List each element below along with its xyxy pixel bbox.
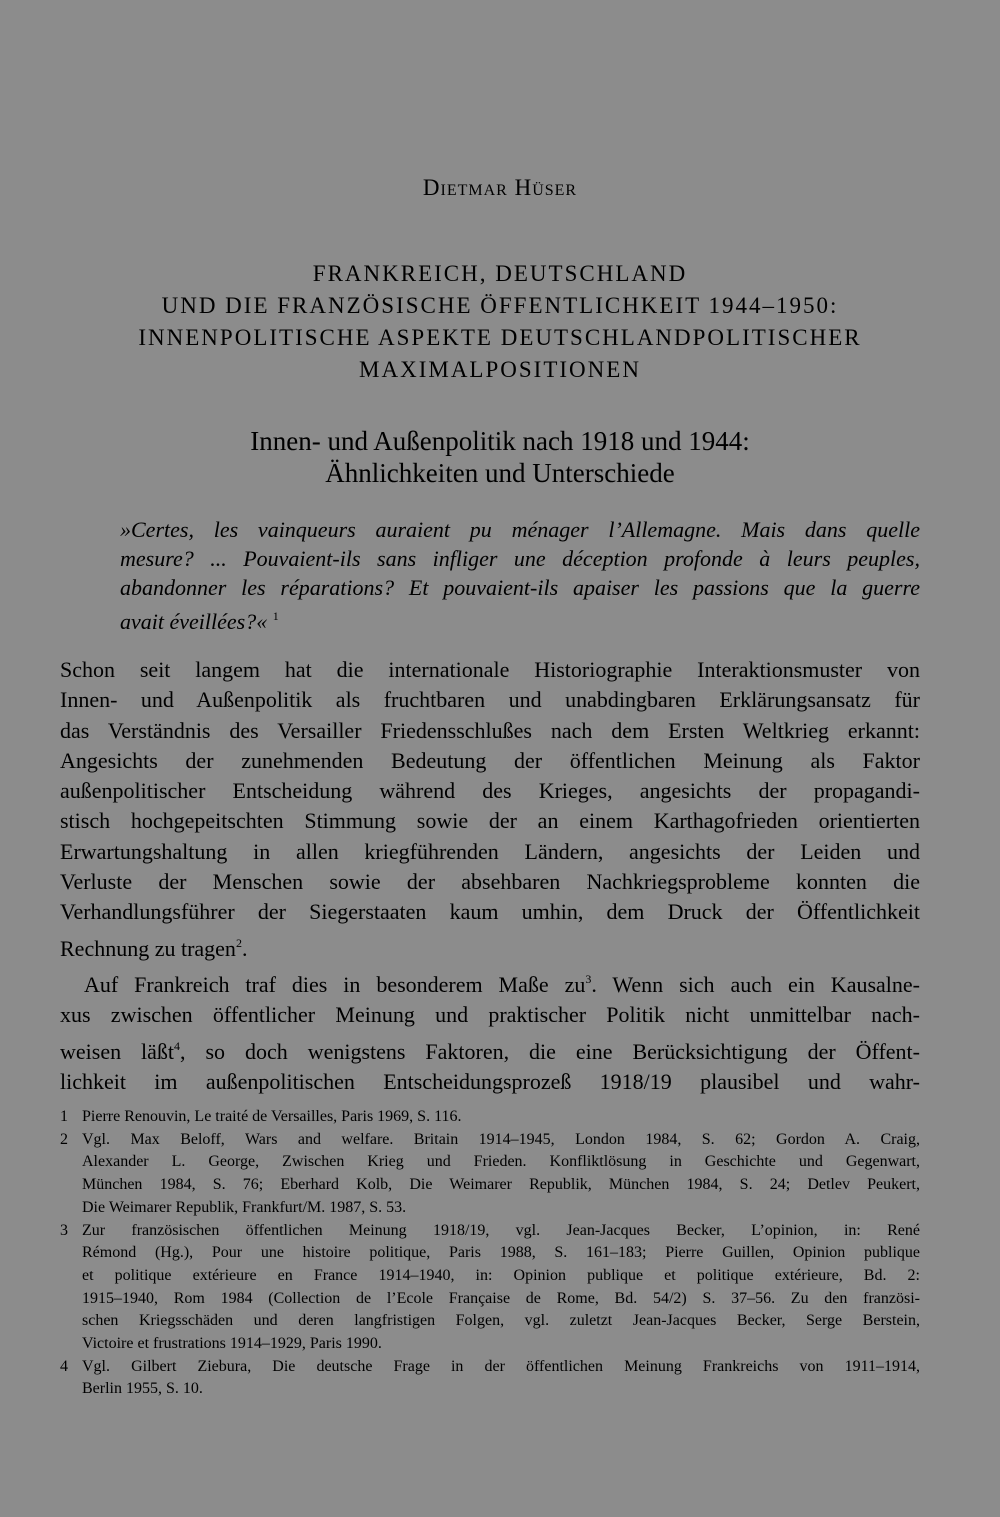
body-line-text: weisen läßt	[60, 1038, 175, 1064]
footnote-line: 1915–1940, Rom 1984 (Collection de l’Ecole Française de Rome, Bd. 54/2) S. 37–56. Zu den französi-	[82, 1289, 920, 1307]
footnote-line: Vgl. Gilbert Ziebura, Die deutsche Frage in der öffentlichen Meinung Frankreichs von 1911–1914,	[82, 1357, 920, 1375]
body-line-text: , so doch wenigstens Faktoren, die eine Berücksichtigung der Öffent-	[180, 1038, 920, 1064]
body-line: Schon seit langem hat die internationale Historiographie Interaktionsmuster von	[60, 657, 920, 682]
footnote	[60, 1129, 920, 1220]
body-line: außenpolitischer Entscheidung während des Krieges, angesichts der propagandi-	[60, 778, 920, 804]
title-line: MAXIMALPOSITIONEN	[359, 357, 641, 382]
footnote-line: Zur französischen öffentlichen Meinung 1918/19, vgl. Jean-Jacques Becker, L’opinion, in: René	[82, 1221, 920, 1239]
footnote	[60, 1220, 920, 1356]
footnote	[60, 1106, 920, 1129]
section-heading	[100, 425, 900, 489]
body-line: lichkeit im außenpolitischen Entscheidungsprozeß 1918/19 plausibel und wahr-	[60, 1068, 920, 1094]
article-title	[40, 258, 960, 386]
footnote-line: Berlin 1955, S. 10.	[82, 1380, 203, 1398]
body-line: Angesichts der zunehmenden Bedeutung der öffentlichen Meinung als Faktor	[60, 747, 920, 773]
body-line	[60, 1031, 920, 1067]
epigraph-line: abandonner les réparations? Et pouvaient-ils apaiser les passions que la guerre	[120, 575, 920, 600]
footnote-number: 1	[60, 1108, 68, 1125]
footnote-line: Rémond (Hg.), Pour une histoire politique, Paris 1988, S. 161–183; Pierre Guillen, Opinion publique	[82, 1244, 920, 1262]
footnote-number: 2	[60, 1130, 68, 1148]
epigraph-line: mesure? ... Pouvaient-ils sans infliger une déception profonde à leurs peuples,	[120, 546, 920, 571]
footnote-line: München 1984, S. 76; Eberhard Kolb, Die Weimarer Republik, München 1984, S. 24; Detlev Peukert,	[82, 1176, 920, 1194]
footnote-ref: 1	[272, 609, 279, 623]
body-line: Verluste der Menschen sowie der absehbaren Nachkriegsprobleme konnten die	[60, 869, 920, 895]
body-line-text: .	[241, 935, 248, 961]
footnote-ref: 2	[235, 935, 242, 950]
epigraph-line: »Certes, les vainqueurs auraient pu ménager l’Allemagne. Mais dans quelle	[120, 517, 920, 542]
body-line-text: Rechnung zu tragen	[60, 935, 236, 961]
body-line-text: . Wenn sich auch ein Kausalne-	[591, 971, 920, 997]
footnote-line: Die Weimarer Republik, Frankfurt/M. 1987, S. 53.	[82, 1198, 407, 1216]
footnote	[60, 1356, 920, 1401]
section-heading-line: Ähnlichkeiten und Unterschiede	[325, 458, 675, 488]
footnote-ref: 3	[585, 971, 592, 986]
epigraph-quote	[120, 515, 920, 636]
author-name: Dietmar Hüser	[422, 175, 578, 200]
footnote-number: 3	[60, 1221, 68, 1239]
footnotes	[60, 1106, 920, 1401]
title-line: FRANKREICH, DEUTSCHLAND	[312, 261, 688, 286]
title-line: UND DIE FRANZÖSISCHE ÖFFENTLICHKEIT 1944–1950:	[161, 293, 839, 318]
footnote-ref: 4	[174, 1038, 181, 1053]
footnote-line: schen Kriegsschäden und deren langfristigen Folgen, vgl. zuletzt Jean-Jacques Becker, Serge Berstein,	[82, 1312, 920, 1330]
footnote-line: Victoire et frustrations 1914–1929, Paris 1990.	[82, 1335, 382, 1353]
footnote-line: Pierre Renouvin, Le traité de Versailles, Paris 1969, S. 116.	[82, 1108, 462, 1125]
body-line: Verhandlungsführer der Siegerstaaten kaum umhin, dem Druck der Öffentlichkeit	[60, 899, 920, 925]
body-line-text: Auf Frankreich traf dies in besonderem Maße zu	[84, 971, 586, 997]
title-line: INNENPOLITISCHE ASPEKTE DEUTSCHLANDPOLITISCHER	[138, 325, 862, 350]
body-line	[60, 928, 920, 964]
footnote-line: et politique extérieure en France 1914–1940, in: Opinion publique et politique extérieure, Bd. 2:	[82, 1266, 920, 1284]
body-line: das Verständnis des Versailler Friedensschlußes nach dem Ersten Weltkrieg erkannt:	[60, 717, 920, 743]
body-line: xus zwischen öffentlicher Meinung und praktischer Politik nicht unmittelbar nach-	[60, 1002, 920, 1028]
epigraph-line	[120, 602, 920, 636]
body-line: Innen- und Außenpolitik als fruchtbaren und unabdingbaren Erklärungsansatz für	[60, 687, 920, 713]
body-text	[60, 655, 920, 1097]
footnote-number: 4	[60, 1357, 68, 1375]
footnote-line: Alexander L. George, Zwischen Krieg und Frieden. Konfliktlösung in Geschichte und Gegenwart,	[82, 1153, 920, 1171]
section-heading-line: Innen- und Außenpolitik nach 1918 und 1944:	[250, 426, 750, 456]
body-line: Erwartungshaltung in allen kriegführenden Ländern, angesichts der Leiden und	[60, 838, 920, 864]
footnote-line: Vgl. Max Beloff, Wars and welfare. Britain 1914–1945, London 1984, S. 62; Gordon A. Craig,	[82, 1130, 920, 1148]
body-line: stisch hochgepeitschten Stimmung sowie der an einem Karthagofrieden orientierten	[60, 808, 920, 834]
body-line	[60, 964, 920, 1000]
epigraph-line-text: avait éveillées?«	[120, 609, 268, 634]
